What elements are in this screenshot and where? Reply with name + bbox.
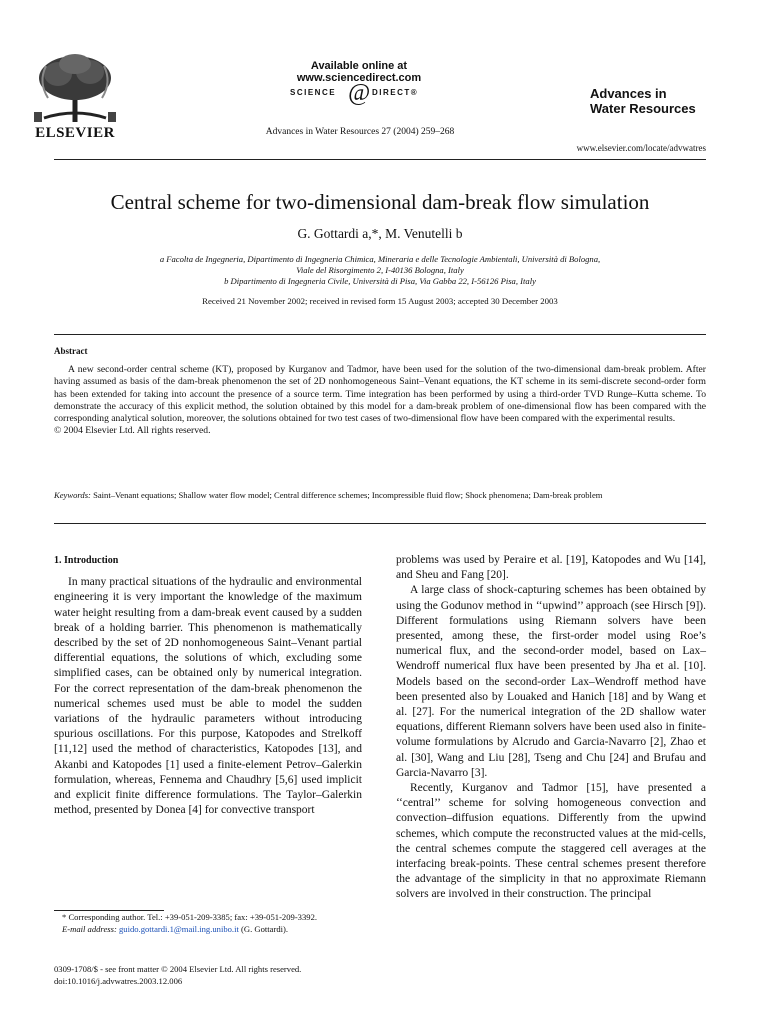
affiliations bbox=[90, 254, 670, 287]
abstract-heading: Abstract bbox=[54, 346, 88, 356]
abstract-top-rule bbox=[54, 334, 706, 335]
journal-citation: Advances in Water Resources 27 (2004) 259–268 bbox=[265, 127, 455, 137]
sciencedirect-logo bbox=[290, 80, 430, 106]
email-suffix: (G. Gottardi). bbox=[241, 924, 289, 934]
front-matter-info bbox=[54, 963, 394, 987]
journal-url[interactable]: www.elsevier.com/locate/advwatres bbox=[576, 143, 706, 153]
article-title: Central scheme for two-dimensional dam-break flow simulation bbox=[110, 190, 650, 214]
keywords-list: Saint–Venant equations; Shallow water flow model; Central difference schemes; Incompressible fluid flow; Shock phenomena; Dam-break problem bbox=[93, 490, 603, 500]
right-column bbox=[396, 553, 706, 903]
keywords bbox=[54, 490, 706, 502]
available-online-text: Available online at www.sciencedirect.com bbox=[296, 60, 422, 84]
intro-paragraph-1: In many practical situations of the hydraulic and environmental engineering it is very important the knowledge of the maximum water height resulting from a dam-break event caused by a sudden break of a holding barrier. This phenomenon is mathematically described by the set of 2D nonhomogeneous Saint–Venant partial differential equations, the solutions of which, excluding some simplified cases, can be obtained only by numerical integration. For the correct representation of the dam-break phenomenon the numerical schemes used must be able to model the sudden variations of the hydraulic parameters without introducing spurious oscillations. For this purpose, Katopodes and Strelkoff [11,12] used the method of characteristics, Katopodes [13], and Akanbi and Katopodes [1] used a finite-element Petrov–Galerkin formulation, whereas, Fennema and Chaudhry [5,6] used implicit and explicit finite difference formulations. The Taylor–Galerkin method, presented by Donea [4] for convective transport bbox=[54, 576, 362, 817]
abstract-bottom-rule bbox=[54, 523, 706, 524]
journal-name: Advances in Water Resources bbox=[590, 86, 696, 116]
doi-line[interactable]: doi:10.1016/j.advwatres.2003.12.006 bbox=[54, 976, 183, 986]
received-dates: Received 21 November 2002; received in revised form 15 August 2003; accepted 30 December 2003 bbox=[202, 296, 558, 306]
affiliation-b: b Dipartimento di Ingegneria Civile, Università di Pisa, Via Gabba 22, I-56126 Pisa, Italy bbox=[224, 276, 536, 286]
footnote bbox=[54, 911, 366, 935]
intro-paragraph-continued: problems was used by Peraire et al. [19], Katopodes and Wu [14], and Sheu and Fang [20]. bbox=[396, 554, 706, 582]
intro-paragraph-2: A large class of shock-capturing schemes has been obtained by using the Godunov method in ‘‘upwind’’ approach (see Hirsch [9]). Different formulations using Riemann solvers have been presented, among these, the first-order model using Roe’s numerical flux, and the second-order model, based on Lax–Wendroff numerical flux have been presented by Jha et al. [10]. Models based on the second-order Lax–Wendroff method have been presented also by Louaked and Hanich [18] and by Wang et al. [27]. For the numerical integration of the 2D shallow water equations, different Riemann solvers have been used also in finite-volume formulations by Alcrudo and Garcia-Navarro [2], Zhao et al. [30], Wang and Liu [28], Tseng and Chu [24] and Brufau and Garcia-Navarro [3]. bbox=[396, 584, 706, 779]
keywords-label: Keywords: bbox=[54, 490, 91, 500]
header-rule bbox=[54, 159, 706, 160]
abstract-copyright: © 2004 Elsevier Ltd. All rights reserved. bbox=[54, 425, 211, 437]
email-link[interactable]: guido.gottardi.1@mail.ing.unibo.it bbox=[118, 924, 239, 934]
email-line bbox=[54, 923, 366, 935]
left-column bbox=[54, 553, 362, 818]
article-authors: G. Gottardi a,*, M. Venutelli b bbox=[297, 226, 463, 241]
section-heading-introduction: 1. Introduction bbox=[54, 555, 119, 566]
abstract-body bbox=[54, 364, 706, 438]
sciencedirect-at-icon: @ bbox=[348, 80, 371, 106]
affiliation-a-line1: a Facolta de Ingegneria, Dipartimento di Ingegneria Chimica, Mineraria e delle Tecnologie Ambientali, Università di Bologna, bbox=[159, 254, 601, 264]
email-label: E-mail address: bbox=[62, 924, 117, 934]
corresponding-author-note: * Corresponding author. Tel.: +39-051-209-3385; fax: +39-051-209-3392. bbox=[62, 912, 318, 922]
publisher-name: ELSEVIER bbox=[35, 125, 115, 141]
direct-word: DIRECT® bbox=[372, 88, 419, 97]
intro-paragraph-3: Recently, Kurganov and Tadmor [15], have presented a ‘‘central’’ scheme for solving homogeneous convection and convection–diffusion equations. Differently from the upwind schemes, which compute the reconstructed values at the mid-cells, the central schemes compute the staggered cell averages at the interfacing break-points. These central schemes present therefore the advantage of the simplicity in that no approximate Riemann solvers are involved in their construction. The principal bbox=[396, 782, 706, 901]
abstract-text: A new second-order central scheme (KT), proposed by Kurganov and Tadmor, have been used for the solution of the two-dimensional dam-break problem. After having assumed as basis of the dam-break phenomenon the set of 2D nonhomogeneous Saint–Venant equations, the KT scheme in its semi-discrete second-order form has been extended for taking into account the presence of a source term. Time integration has been performed by using a third-order TVD Runge–Kutta scheme. To demonstrate the accuracy of this explicit method, the solution obtained by this model for a dam-break problem of one-dimensional flow has been compared with the corresponding analytical solution, moreover, the solutions obtained for two test cases of two-dimensional flow have been compared with the experimental results. bbox=[54, 364, 706, 425]
affiliation-a-line2: Viale del Risorgimento 2, I-40136 Bologna, Italy bbox=[296, 265, 464, 275]
front-matter-line: 0309-1708/$ - see front matter © 2004 Elsevier Ltd. All rights reserved. bbox=[54, 964, 302, 974]
science-word: SCIENCE bbox=[290, 88, 337, 97]
